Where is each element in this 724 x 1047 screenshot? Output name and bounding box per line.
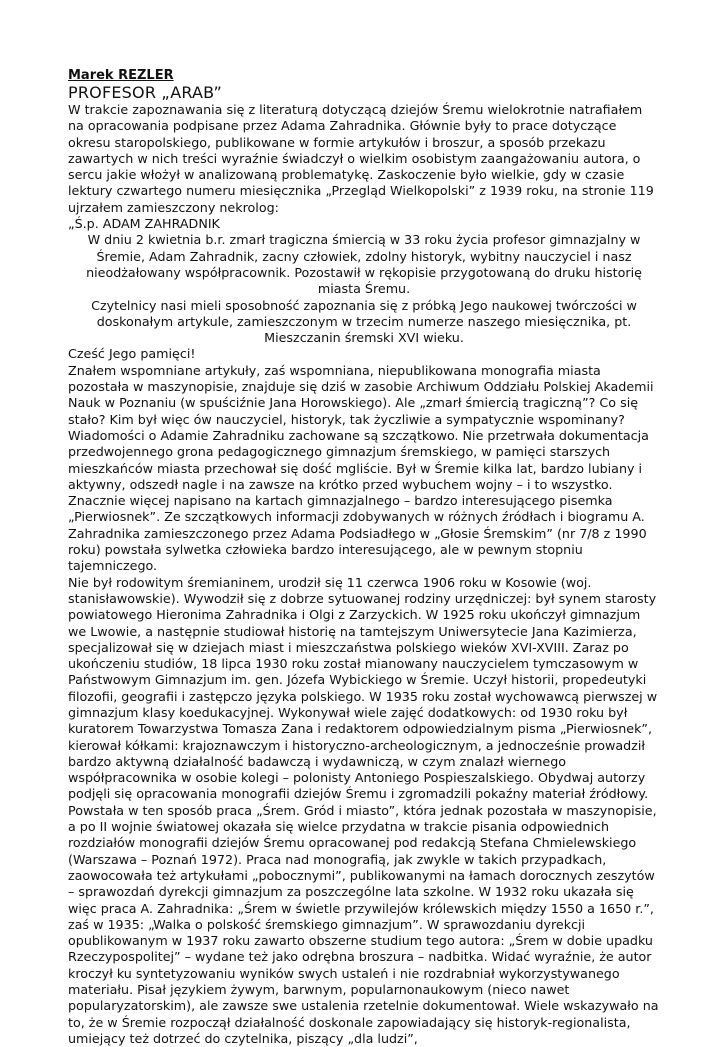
obituary-heading: „Ś.p. ADAM ZAHRADNIK	[68, 216, 220, 232]
body-paragraph-1: Znałem wspomniane artykuły, zaś wspomniana, niepublikowana monografia miasta pozostała w maszynopisie, znajduje się dziś w zasobie Archiwum Oddziału Polskiej Akademii Nauk w Poznaniu (w spuściźnie Jana Horowskiego). Ale „zmarł śmiercią tragiczną”? Co się stało? Kim był więc ów nauczyciel, historyk, tak życzliwie a sympatycznie wspominany?	[68, 362, 654, 427]
body-paragraph-3: Znacznie więcej napisano na kartach gimnazjalnego – bardzo interesującego pisemka „Pierwiosnek”. Ze szczątkowych informacji zdobywanych w różnych źródłach i biogramu A. Zahradnika zamieszczonego przez Adama Podsiadłego w „Głosie Śremskim” (nr 7/8 z 1990 roku) powstała sylwetka człowieka bardzo interesującego, ale w pewnym stopniu tajemniczego.	[68, 493, 647, 574]
obituary-paragraph-1: W dniu 2 kwietnia b.r. zmarł tragiczna śmiercią w 33 roku życia profesor gimnazjalny w Śremie, Adam Zahradnik, zacny człowiek, zdolny historyk, wybitny nauczyciel i nasz nieodżałowany współpracownik. Pozostawił w rękopisie przygotowaną do druku historię miasta Śremu.	[86, 232, 642, 297]
obituary-paragraph-2: Czytelnicy nasi mieli sposobność zapoznania się z próbką Jego naukowej twórczości w doskonałym artykule, zamieszczonym w trzecim numerze naszego miesięcznika, pt. Mieszczanin śremski XVI wieku.	[91, 297, 637, 346]
obituary-closing: Cześć Jego pamięci!	[68, 346, 196, 362]
document-page	[68, 68, 660, 1047]
body-paragraph-2: Wiadomości o Adamie Zahradniku zachowane są szczątkowo. Nie przetrwała dokumentacja przedwojennego grona pedagogicznego gimnazjum śremskiego, w pamięci starszych mieszkańców miasta przechował się dość mgliście. Był w Śremie kilka lat, bardzo lubiany i aktywny, odszedł nagle i na zawsze na krótko przed wybuchem wojny – i to wszystko.	[68, 427, 649, 492]
body-paragraph-4: Nie był rodowitym śremianinem, urodził się 11 czerwca 1906 roku w Kosowie (woj. stanisławowskie). Wywodził się z dobrze sytuowanej rodziny urzędniczej: był synem starosty powiatowego Hieronima Zahradnika i Olgi z Zarzyckich. W 1925 roku ukończył gimnazjum we Lwowie, a następnie studiował historię na tamtejszym Uniwersytecie Jana Kazimierza, specjalizował się w dziejach miast i mieszczaństwa polskiego wieków XVI-XVIII. Zaraz po ukończeniu studiów, 18 lipca 1930 roku został mianowany nauczycielem tymczasowym w Państwowym Gimnazjum im. gen. Józefa Wybickiego w Śremie. Uczył historii, propedeutyki filozofii, geografii i zastępczo języka polskiego. W 1935 roku został wychowawcą pierwszej w gimnazjum klasy koedukacyjnej. Wykonywał wiele zajęć dodatkowych: od 1930 roku był kuratorem Towarzystwa Tomasza Zana i redaktorem odpowiedzialnym pisma „Pierwiosnek”, kierował kółkami: krajoznawczym i historyczno-archeologicznym, a jednocześnie prowadził bardzo aktywną działalność badawczą i wydawniczą, w czym znalazł wiernego współpracownika w osobie kolegi – polonisty Antoniego Pospieszalskiego. Obydwaj autorzy podjęli się opracowania monografii dziejów Śremu i zgromadzili pokaźny materiał źródłowy. Powstała w ten sposób praca „Śrem. Gród i miasto”, która jednak pozostała w maszynopisie, a po II wojnie światowej okazała się wielce przydatna w trakcie pisania odpowiednich rozdziałów monografii dziejów Śremu opracowanej pod redakcją Stefana Chmielewskiego (Warszawa – Poznań 1972). Praca nad monografią, jak zwykle w takich przypadkach, zaowocowała też artykułami „pobocznymi”, publikowanymi na łamach dorocznych zeszytów – sprawozdań dyrekcji gimnazjum za poszczególne lata szkolne. W 1932 roku ukazała się więc praca A. Zahradnika: „Śrem w świetle przywilejów królewskich między 1550 a 1650 r.”, zaś w 1935: „Walka o polskość śremskiego gimnazjum”. W sprawozdaniu dyrekcji opublikowanym w 1937 roku zawarto obszerne studium tego autora: „Śrem w dobie upadku Rzeczypospolitej” – wydane też jako odrębna broszura – nadbitka. Widać wyraźnie, że autor kroczył ku syntetyzowaniu wyników swych ustaleń i nie rozdrabniał wykorzystywanego materiału. Pisał językiem żywym, barwnym, popularnonaukowym (nieco nawet popularyzatorskim), ale zawsze swe ustalenia rzetelnie dokumentował. Wiele wskazywało na to, że w Śremie rozpoczął działalność doskonale zapowiadający się historyk-regionalista, umiejący też dotrzeć do czytelnika, piszący „dla ludzi”,	[68, 574, 659, 1046]
intro-paragraph: W trakcie zapoznawania się z literaturą dotyczącą dziejów Śremu wielokrotnie natrafiałem na opracowania podpisane przez Adama Zahradnika. Głównie były to prace dotyczące okresu staropolskiego, publikowane w formie artykułów i broszur, a sposób przekazu zawartych w nich treści wyraźnie świadczył o wielkim osobistym zaangażowaniu autora, o sercu jakie włożył w analizowaną problematykę. Zaskoczenie było wielkie, gdy w czasie lektury czwartego numeru miesięcznika „Przegląd Wielkopolski” z 1939 roku, na stronie 119 ujrzałem zamieszczony nekrolog:	[68, 102, 654, 215]
article-title: PROFESOR „ARAB”	[68, 83, 222, 102]
author-name: Marek REZLER	[68, 68, 174, 83]
